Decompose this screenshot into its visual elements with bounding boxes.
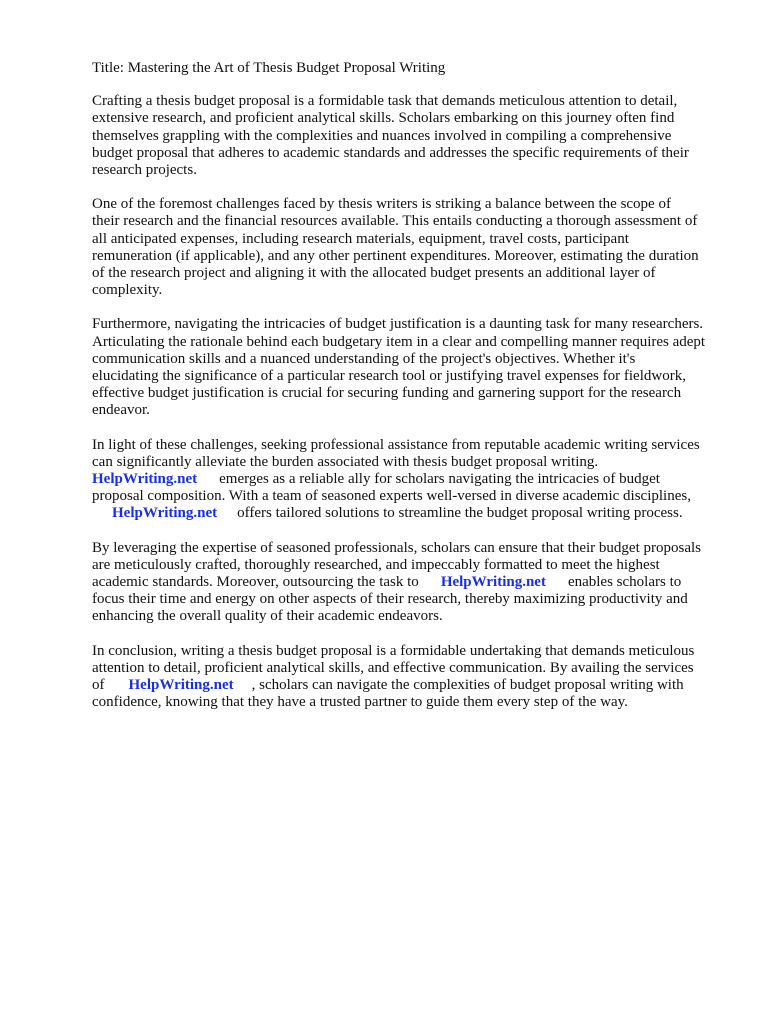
paragraph-5 (92, 540, 732, 626)
text-segment: emerges as a reliable ally for scholars navigating the intricacies of budget (219, 471, 660, 488)
text-segment: academic standards. Moreover, outsourcing the task to (92, 574, 419, 591)
text-segment: of (92, 677, 105, 694)
helpwriting-link[interactable]: HelpWriting.net (128, 677, 234, 694)
helpwriting-link[interactable]: HelpWriting.net (440, 574, 546, 591)
text-line: One of the foremost challenges faced by thesis writers is striking a balance between the scope of (92, 196, 671, 213)
helpwriting-link[interactable]: HelpWriting.net (112, 505, 218, 522)
text-line: endeavor. (92, 402, 150, 419)
text-line: extensive research, and proficient analytical skills. Scholars embarking on this journey often find (92, 110, 675, 127)
text-line: attention to detail, proficient analytical skills, and effective communication. By availing the services (92, 659, 694, 676)
text-line: By leveraging the expertise of seasoned professionals, scholars can ensure that their budget proposals (92, 539, 701, 556)
text-line: themselves grappling with the complexities and nuances involved in compiling a comprehensive (92, 127, 672, 144)
text-line: of the research project and aligning it with the allocated budget presents an additional layer of (92, 265, 656, 282)
text-line: all anticipated expenses, including research materials, equipment, travel costs, participant (92, 230, 629, 247)
text-line (92, 505, 732, 522)
text-line: focus their time and energy on other aspects of their research, thereby maximizing productivity and (92, 591, 688, 608)
text-line: complexity. (92, 282, 163, 299)
text-line: budget proposal that adheres to academic standards and addresses the specific requirements of their (92, 144, 689, 161)
helpwriting-link[interactable]: HelpWriting.net (92, 471, 198, 488)
text-line: confidence, knowing that they have a trusted partner to guide them every step of the way. (92, 694, 628, 711)
text-segment: enables scholars to (567, 574, 682, 591)
text-line: Furthermore, navigating the intricacies of budget justification is a daunting task for many researchers. (92, 316, 704, 333)
text-line: Articulating the rationale behind each budgetary item in a clear and compelling manner requires adept (92, 333, 706, 350)
text-line: proposal composition. With a team of seasoned experts well-versed in diverse academic disciplines, (92, 488, 691, 505)
text-line: elucidating the significance of a particular research tool or justifying travel expenses for fieldwork, (92, 368, 686, 385)
text-line: communication skills and a nuanced understanding of the project's objectives. Whether it's (92, 350, 636, 367)
text-line: Crafting a thesis budget proposal is a formidable task that demands meticulous attention to detail, (92, 93, 678, 110)
paragraph-6 (92, 643, 732, 712)
text-line: In light of these challenges, seeking professional assistance from reputable academic writing services (92, 436, 700, 453)
text-line: can significantly alleviate the burden associated with thesis budget proposal writing. (92, 453, 599, 470)
text-line: enhancing the overall quality of their academic endeavors. (92, 608, 443, 625)
paragraph-4 (92, 437, 732, 523)
text-line: effective budget justification is crucial for securing funding and garnering support for the research (92, 385, 682, 402)
paragraph-1 (92, 93, 732, 179)
paragraph-2 (92, 196, 732, 299)
text-line (92, 471, 732, 488)
text-segment: , scholars can navigate the complexities of budget proposal writing with (251, 677, 684, 694)
text-line (92, 677, 732, 694)
text-line: their research and the financial resources available. This entails conducting a thorough assessment of (92, 213, 698, 230)
paragraph-3 (92, 316, 732, 419)
document-title: Title: Mastering the Art of Thesis Budget Proposal Writing (92, 60, 446, 76)
text-line: In conclusion, writing a thesis budget proposal is a formidable undertaking that demands meticulous (92, 642, 695, 659)
text-segment: offers tailored solutions to streamline the budget proposal writing process. (237, 505, 683, 522)
text-line: research projects. (92, 162, 197, 179)
text-line: remuneration (if applicable), and any other pertinent expenditures. Moreover, estimating the duration (92, 247, 699, 264)
document-page (92, 60, 732, 729)
text-line: are meticulously crafted, thoroughly researched, and impeccably formatted to meet the highest (92, 556, 660, 573)
text-line (92, 574, 732, 591)
